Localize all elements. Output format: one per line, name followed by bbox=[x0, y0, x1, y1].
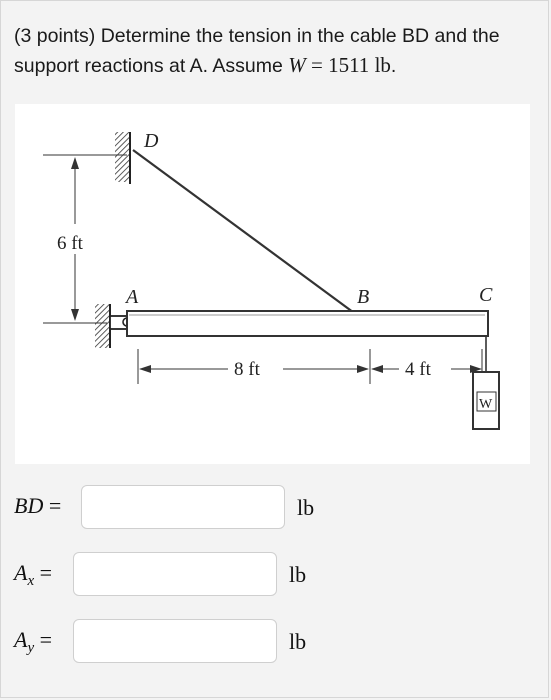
weight-expression bbox=[288, 53, 391, 77]
question-period: . bbox=[390, 55, 397, 77]
answer-var-ay: A bbox=[14, 627, 28, 652]
answer-unit-ay: lb bbox=[289, 629, 307, 654]
point-label-c: C bbox=[479, 284, 493, 306]
weight-block bbox=[473, 372, 499, 429]
answer-sub-ax: x bbox=[27, 573, 35, 589]
weight-unit: lb bbox=[374, 53, 391, 77]
answer-label-bd bbox=[14, 493, 61, 519]
cable-bd bbox=[133, 150, 361, 318]
answer-var-ax: A bbox=[14, 560, 28, 585]
ax-reaction-input[interactable] bbox=[73, 552, 277, 596]
span-bc-label: 4 ft bbox=[405, 359, 431, 380]
answer-row-ax bbox=[0, 552, 551, 598]
answer-label-ax bbox=[14, 560, 52, 590]
weight-block-label: W bbox=[479, 397, 493, 412]
point-label-b: B bbox=[357, 286, 370, 308]
answer-equals-ax: = bbox=[39, 560, 53, 585]
question-text bbox=[14, 22, 534, 81]
weight-value: 1511 bbox=[328, 53, 370, 77]
beam-diagram bbox=[15, 104, 530, 464]
answer-label-ay bbox=[14, 627, 52, 657]
question-prompt: (3 points) Determine the tension in the cable BD and the support reactions at A. Assume bbox=[14, 25, 500, 77]
answer-var-bd: BD bbox=[14, 493, 44, 518]
weight-variable: W bbox=[288, 53, 306, 77]
ay-reaction-input[interactable] bbox=[73, 619, 277, 663]
point-label-d: D bbox=[144, 130, 159, 152]
point-label-a: A bbox=[126, 286, 139, 308]
bd-tension-input[interactable] bbox=[81, 485, 285, 529]
answer-unit-bd: lb bbox=[297, 495, 315, 520]
answer-equals-ay: = bbox=[39, 627, 53, 652]
weight-equals: = bbox=[305, 53, 329, 77]
height-dimension bbox=[43, 155, 127, 323]
answer-equals-bd: = bbox=[48, 493, 62, 518]
span-ab-label: 8 ft bbox=[234, 359, 260, 380]
wall-support-d bbox=[115, 132, 130, 184]
wall-support-a bbox=[95, 304, 110, 348]
problem-figure bbox=[15, 104, 530, 464]
answer-row-bd bbox=[0, 485, 551, 531]
answer-sub-ay: y bbox=[27, 640, 35, 656]
height-label: 6 ft bbox=[57, 233, 83, 254]
answer-row-ay bbox=[0, 619, 551, 665]
answer-unit-ax: lb bbox=[289, 562, 307, 587]
